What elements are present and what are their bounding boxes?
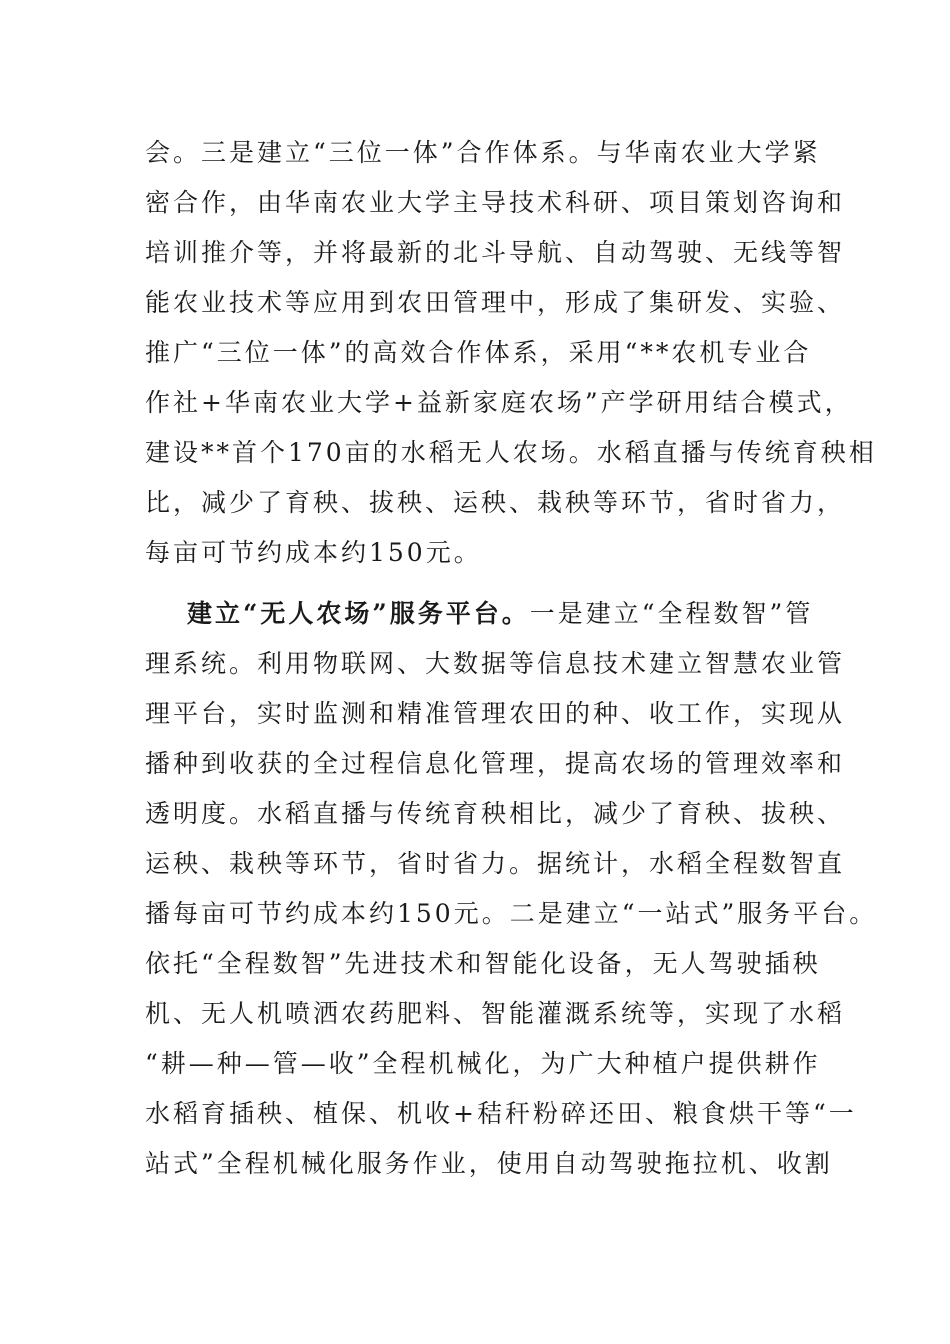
text-line: 理系统。利用物联网、大数据等信息技术建立智慧农业管 xyxy=(145,649,846,678)
text-line: 理平台，实时监测和精准管理农田的种、收工作，实现从 xyxy=(145,699,846,728)
text-line: 建设**首个170亩的水稻无人农场。水稻直播与传统育秧相 xyxy=(145,438,877,467)
paragraph-three-in-one xyxy=(145,128,877,578)
text-line: “耕—种—管—收”全程机械化，为广大种植户提供耕作 xyxy=(145,1049,821,1078)
text-line: 比，减少了育秧、拔秧、运秧、栽秧等环节，省时省力， xyxy=(145,488,846,517)
text-line: 推广“三位一体”的高效合作体系，采用“**农机专业合 xyxy=(145,338,812,367)
text-line: 依托“全程数智”先进技术和智能化设备，无人驾驶插秧 xyxy=(145,949,821,978)
text-line: 培训推介等，并将最新的北斗导航、自动驾驶、无线等智 xyxy=(145,238,846,267)
text-line: 站式”全程机械化服务作业，使用自动驾驶拖拉机、收割 xyxy=(145,1149,833,1178)
text-line: 会。三是建立“三位一体”合作体系。与华南农业大学紧 xyxy=(145,138,821,167)
text-line: 播种到收获的全过程信息化管理，提高农场的管理效率和 xyxy=(145,749,846,778)
text-line: 机、无人机喷洒农药肥料、智能灌溉系统等，实现了水稻 xyxy=(145,999,846,1028)
text-line: 运秧、栽秧等环节，省时省力。据统计，水稻全程数智直 xyxy=(145,849,846,878)
paragraph-first-line-text: 一是建立“全程数智”管 xyxy=(529,599,814,628)
text-line: 每亩可节约成本约150元。 xyxy=(145,538,482,567)
text-line: 水稻育插秧、植保、机收+秸秆粉碎还田、粮食烘干等“一 xyxy=(145,1099,857,1128)
text-line: 播每亩可节约成本约150元。二是建立“一站式”服务平台。 xyxy=(145,899,878,928)
paragraph-heading: 建立“无人农场”服务平台。 xyxy=(187,599,530,628)
paragraph-service-platform xyxy=(145,589,878,1189)
text-line: 作社+华南农业大学+益新家庭农场”产学研用结合模式， xyxy=(145,388,853,417)
paragraph-first-line xyxy=(145,589,814,639)
text-line: 密合作，由华南农业大学主导技术科研、项目策划咨询和 xyxy=(145,188,846,217)
text-line: 透明度。水稻直播与传统育秧相比，减少了育秧、拔秧、 xyxy=(145,799,846,828)
text-line: 能农业技术等应用到农田管理中，形成了集研发、实验、 xyxy=(145,288,846,317)
